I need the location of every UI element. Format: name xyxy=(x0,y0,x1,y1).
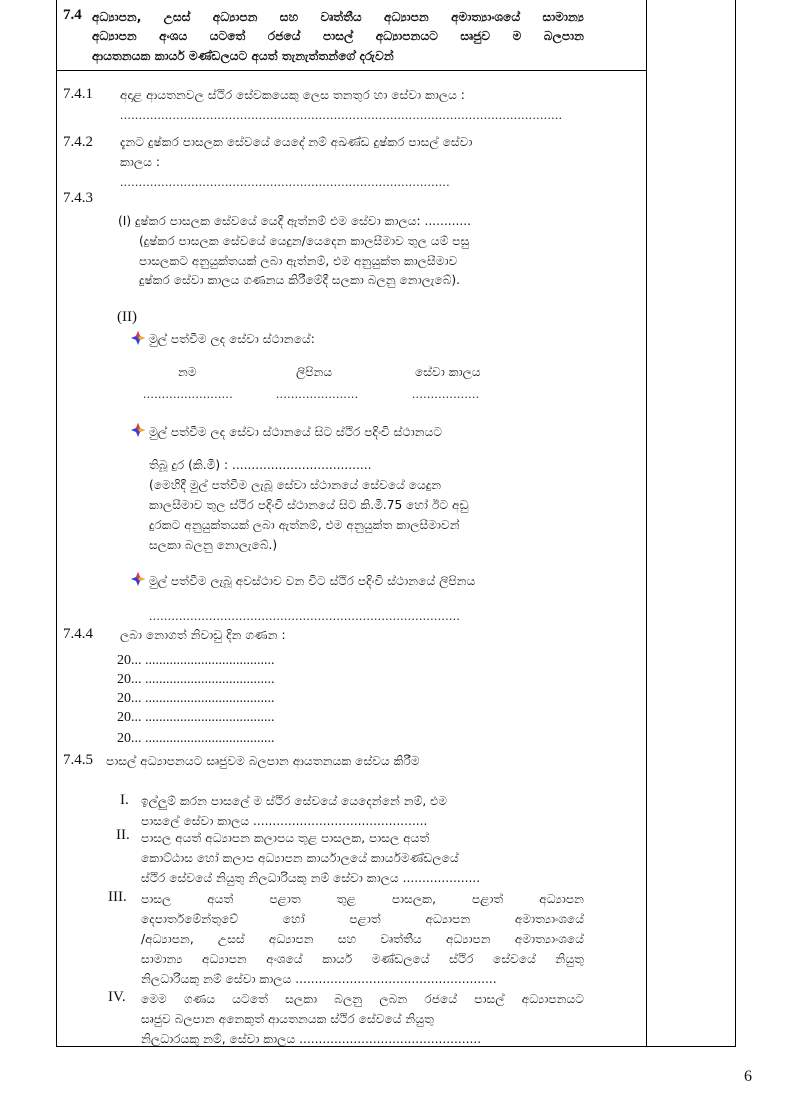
clause-text: සාමාන්‍ය අධ්‍යාපන අංශයේ කාර්ය මණ්ඩලයේ ස්ථිර සේවයේ නියුතු xyxy=(141,952,584,966)
year-row[interactable]: 20... ..................................... xyxy=(117,731,275,746)
column-header-address: ලිපිනය xyxy=(296,365,333,379)
heading-divider xyxy=(57,70,646,71)
arrow-bullet-icon xyxy=(131,331,145,345)
clause-text: සෘජුව බලපාන අනෙකුත් ආයතනයක ස්ථිර සේවයේ නියුතු xyxy=(141,1012,434,1026)
part-one-text: (දුෂ්කර පාසලක සේවයේ යෙදුන/යෙදෙන කාලසීමාව තුල යම් පසු xyxy=(139,234,470,248)
note-text: සලකා බලනු නොලැබේ.) xyxy=(149,538,278,552)
item-text: කාලය : xyxy=(120,155,160,169)
year-row[interactable]: 20... ..................................... xyxy=(117,672,275,687)
fill-in-period[interactable]: .................. xyxy=(412,386,480,401)
section-heading-line: ආයතනයක කාර්ය මණ්ඩලයට අයත් තැනැත්තන්ගේ දරුවන් xyxy=(92,49,394,63)
clause-text: දෙපාර්තමේන්තුවේ හෝ පළාත් අධ්‍යාපන අමාත්‍යාංශයේ xyxy=(141,912,584,926)
roman-numeral: IV. xyxy=(108,989,126,1005)
clause-text: පාසල අයත් පළාත තුළ පාසලක, පළාත් අධ්‍යාපන xyxy=(141,892,584,906)
item-text: ලබා නොගත් නිවාඩු දින ගණන : xyxy=(120,628,286,642)
bullet-text: මුල් පත්වීම ලද සේවා ස්ථානයේ: xyxy=(149,332,315,346)
part-one-text: පාසලකට අනුයුක්තයක් ලබා ඇත්නම්, එම අනුයුක්ත කාලසීමාව xyxy=(139,254,458,268)
year-row[interactable]: 20... ..................................... xyxy=(117,653,275,668)
item-number: 7.4.3 xyxy=(63,190,93,206)
note-text: දුරකට අනුයුක්තයක් ලබා ඇත්නම්, එම අනුයුක්ත කාලසීමාවන් xyxy=(149,518,460,532)
part-two-label: (II) xyxy=(117,309,137,325)
section-number: 7.4 xyxy=(63,7,82,23)
column-header-period: සේවා කාලය xyxy=(415,365,481,379)
year-row[interactable]: 20... ..................................... xyxy=(117,710,275,725)
part-one-text: දුෂ්කර සේවා කාලය ගණනය කිරීමේදී සලකා බලනු නොලැබේ). xyxy=(139,273,461,287)
note-text: කාලසීමාව තුල ස්ථිර පදිංචි ස්ථානයේ සිට කි.මී.75 හෝ ඊට අඩු xyxy=(149,498,469,512)
distance-line[interactable]: තිබූ දුර (කි.මී) : .................................... xyxy=(149,458,372,472)
year-row[interactable]: 20... ..................................... xyxy=(117,691,275,706)
item-number: 7.4.1 xyxy=(63,86,93,102)
section-heading-line: අධ්‍යාපන අංශය යටතේ රජයේ පාසල් අධ්‍යාපනයට සෘජුව ම බලපාන xyxy=(92,29,584,43)
clause-text: කොට්ඨාස හෝ කලාප අධ්‍යාපන කාර්යාලයේ කාර්යමණ්ඩලයේ xyxy=(141,851,459,865)
clause-text: නිලධාරියකු නම් සේවා කාලය .................................................... xyxy=(141,972,497,986)
item-number: 7.4.4 xyxy=(63,626,93,642)
fill-in-name[interactable]: ........................ xyxy=(143,386,233,401)
bullet-text: මුල් පත්වීම ලැබූ අවස්ථාව වන විට ස්ථිර පදිංචි ස්ථානයේ ලිපිනය xyxy=(149,574,476,588)
roman-numeral: III. xyxy=(108,889,127,905)
item-number: 7.4.5 xyxy=(63,752,93,768)
item-number: 7.4.2 xyxy=(63,134,93,150)
arrow-bullet-icon xyxy=(131,423,145,437)
bullet-text: මුල් පත්වීම ලද සේවා ස්ථානයේ සිට ස්ථිර පදිංචි ස්ථානයට xyxy=(149,425,443,439)
fill-in-line[interactable]: ................................................................................... xyxy=(149,608,461,623)
clause-text: ඉල්ලුම් කරන පාසලේ ම ස්ථිර සේවයේ යෙදෙන්නේ නම්, එම xyxy=(141,794,448,808)
page-number: 6 xyxy=(744,1068,752,1085)
part-one-text: (I) දුෂ්කර පාසලක සේවයේ යෙදී ඇත්නම් එම සේවා කාලය: ............ xyxy=(118,214,472,228)
roman-numeral: I. xyxy=(120,792,129,808)
fill-in-line[interactable]: ........................................................................................ xyxy=(120,174,450,189)
column-header-name: නම xyxy=(178,365,197,379)
clause-text: පාසලේ සේවා කාලය ............................................. xyxy=(141,814,428,828)
clause-text: /අධ්‍යාපන, උසස් අධ්‍යාපන සහ වෘත්තීය අධ්‍යාපන අමාත්‍යාංශයේ xyxy=(141,932,584,946)
clause-text: පාසල අයත් අධ්‍යාපන කලාපය තුළ පාසලක, පාසල අයත් xyxy=(141,831,430,845)
fill-in-address[interactable]: ...................... xyxy=(276,386,359,401)
clause-text: මෙම ගණය යටතේ සලකා බලනු ලබන රජයේ පාසල් අධ්‍යාපනයට xyxy=(141,992,584,1006)
clause-text: ස්ථිර සේවයේ නියුතු නිලධාරියකු නම් සේවා කාලය .................... xyxy=(141,871,481,885)
section-heading-line: අධ්‍යාපන, උසස් අධ්‍යාපන සහ වෘත්තීය අධ්‍යාපන අමාත්‍යාංශයේ සාමාන්‍ය xyxy=(92,10,584,24)
fill-in-line[interactable]: ...................................................................................................................... xyxy=(120,107,563,122)
item-text: පාසල් අධ්‍යාපනයට සෘජුවම බලපාන ආයතනයක සේවය කිරීම xyxy=(106,754,420,768)
clause-text: නිලධාරයකු නම්, සේවා කාලය ............................................... xyxy=(141,1032,482,1046)
note-text: (මෙහිදී මුල් පත්වීම ලැබූ සේවා ස්ථානයේ සේවයේ යෙදුන xyxy=(149,478,442,492)
column-divider xyxy=(646,0,647,1046)
roman-numeral: II. xyxy=(116,827,130,843)
item-text: දැනට දුෂ්කර පාසලක සේවයේ යෙදේ නම් අඛණ්ඩ දුෂ්කර පාසල් සේවා xyxy=(120,135,473,149)
item-text: අදාළ ආයතනවල ස්ථිර සේවකයෙකු ලෙස තනතුර හා සේවා කාලය : xyxy=(120,88,465,102)
arrow-bullet-icon xyxy=(131,572,145,586)
